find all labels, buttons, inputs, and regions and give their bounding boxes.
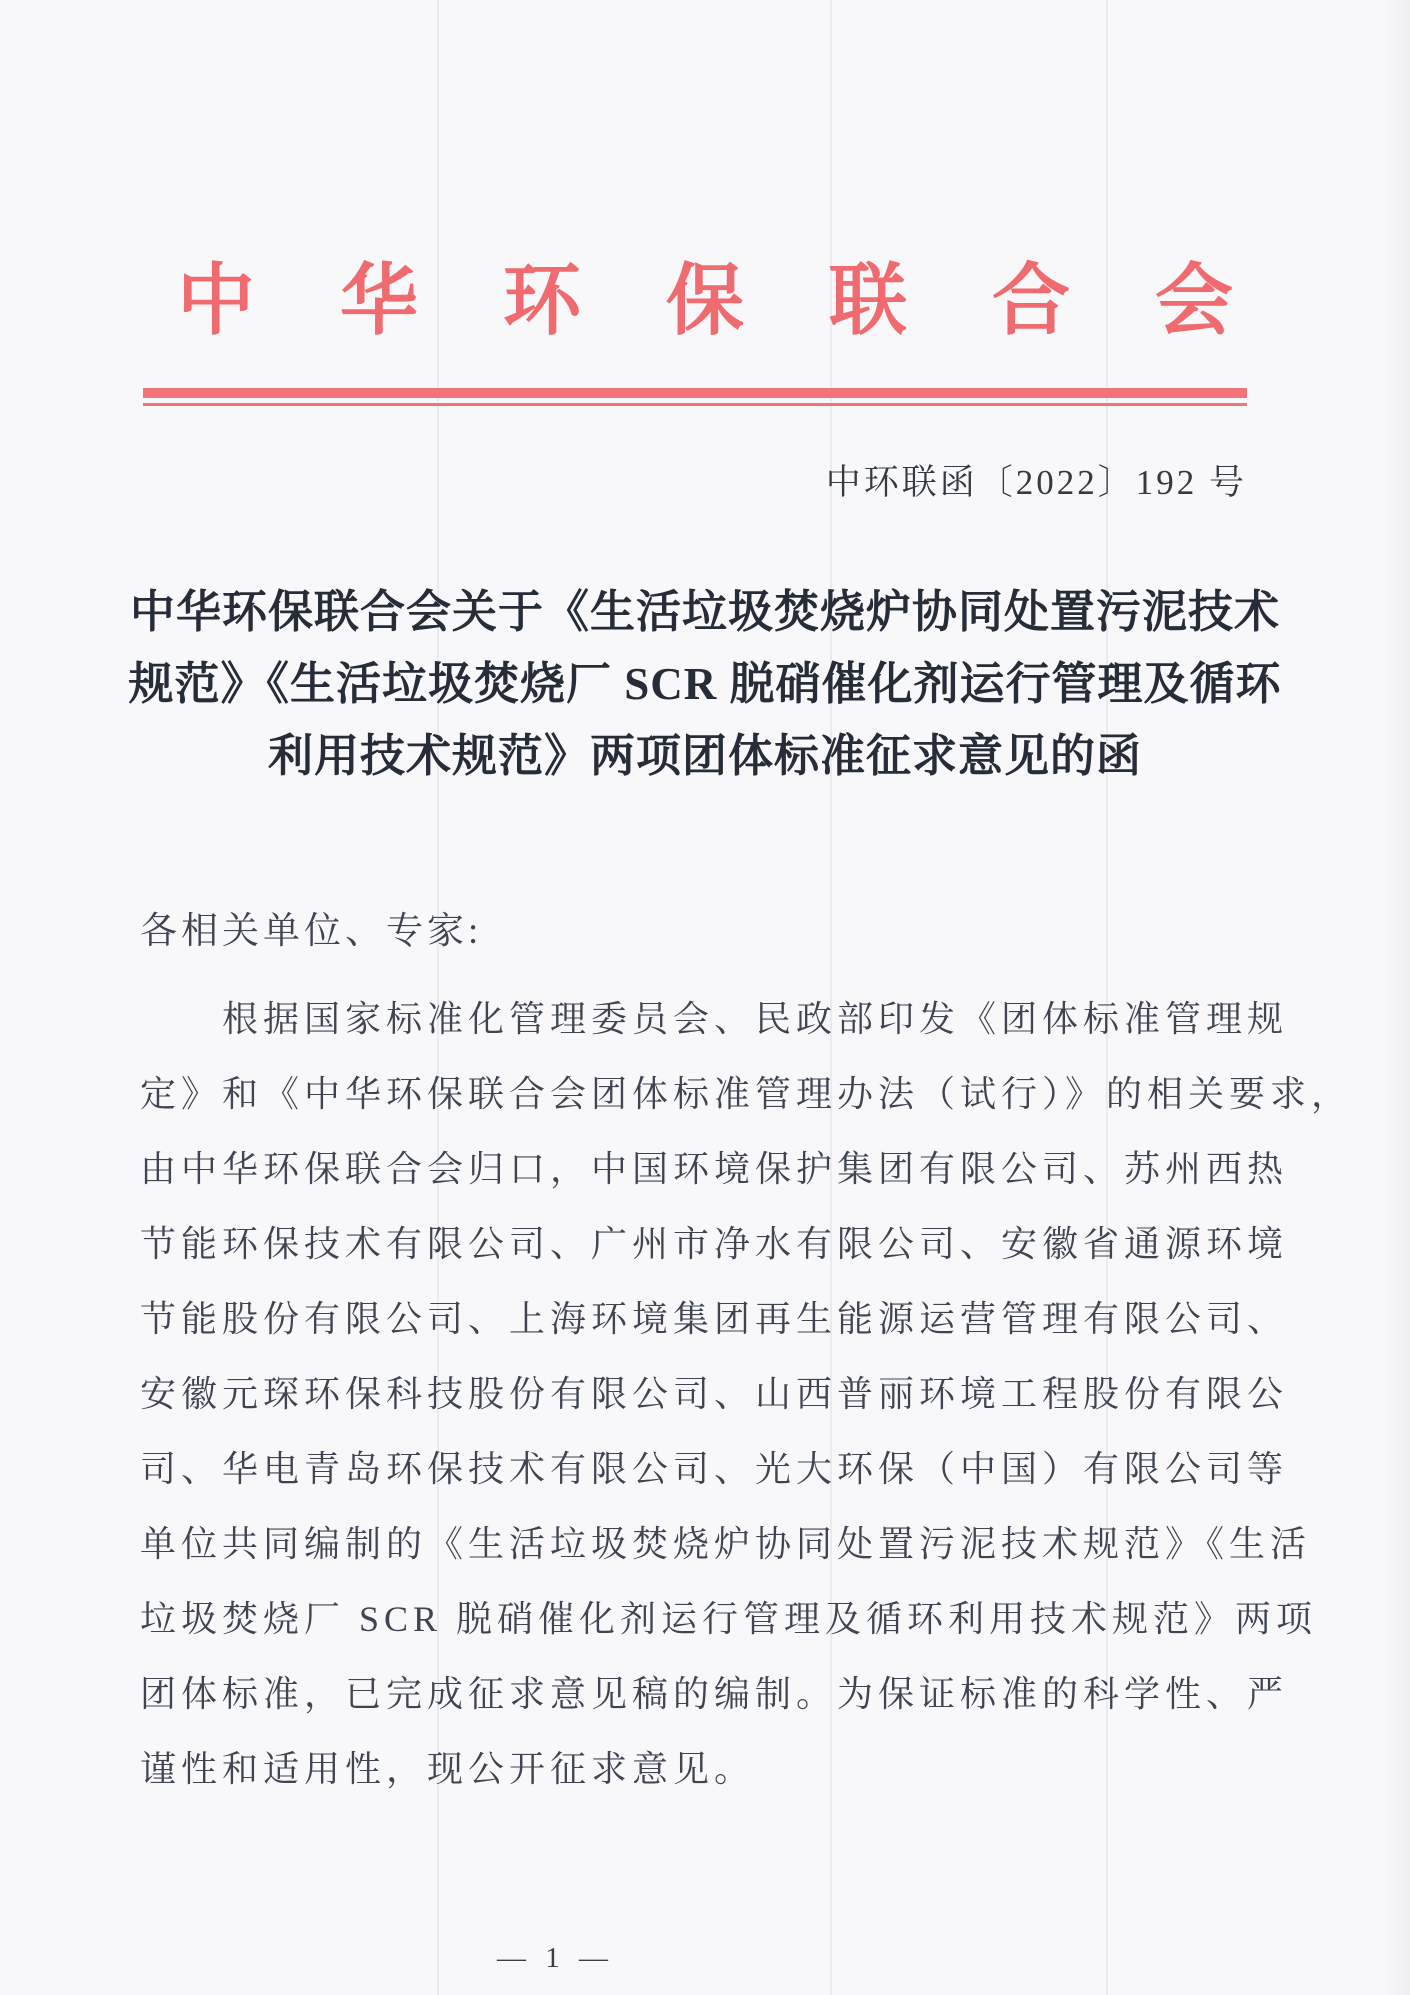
- salutation: 各相关单位、专家:: [140, 911, 483, 952]
- letterhead-rule-thick: [143, 388, 1247, 398]
- page-number: — 1 —: [497, 1942, 614, 1974]
- document-title-line: 规范》《生活垃圾焚烧厂 SCR 脱硝催化剂运行管理及循环: [128, 659, 1282, 709]
- letterhead-org-name: 中华环保联合会: [176, 257, 1318, 344]
- body-line: 安徽元琛环保科技股份有限公司、山西普丽环境工程股份有限公: [140, 1374, 1289, 1414]
- body-line: 谨性和适用性，现公开征求意见。: [140, 1749, 756, 1789]
- letterhead-rule-thin: [143, 403, 1247, 406]
- body-line: 由中华环保联合会归口，中国环境保护集团有限公司、苏州西热: [140, 1149, 1289, 1189]
- body-line: 单位共同编制的《生活垃圾焚烧炉协同处置污泥技术规范》《生活: [140, 1524, 1312, 1564]
- body-line: 垃圾焚烧厂 SCR 脱硝催化剂运行管理及循环利用技术规范》两项: [140, 1599, 1318, 1639]
- document-title-line: 中华环保联合会关于《生活垃圾焚烧炉协同处置污泥技术: [129, 587, 1280, 637]
- body-line: 团体标准，已完成征求意见稿的编制。为保证标准的科学性、严: [140, 1674, 1289, 1714]
- body-line: 节能环保技术有限公司、广州市净水有限公司、安徽省通源环境: [140, 1224, 1289, 1264]
- document-reference-number: 中环联函〔2022〕192 号: [825, 463, 1247, 502]
- document-title-line: 利用技术规范》两项团体标准征求意见的函: [267, 731, 1142, 781]
- body-line: 节能股份有限公司、上海环境集团再生能源运营管理有限公司、: [140, 1299, 1289, 1339]
- body-line: 根据国家标准化管理委员会、民政部印发《团体标准管理规: [222, 999, 1289, 1039]
- body-paragraph: [140, 982, 1353, 1807]
- document-title: [120, 576, 1290, 792]
- body-line: 司、华电青岛环保技术有限公司、光大环保（中国）有限公司等: [140, 1449, 1289, 1489]
- body-line: 定》和《中华环保联合会团体标准管理办法（试行）》的相关要求，: [140, 1074, 1353, 1114]
